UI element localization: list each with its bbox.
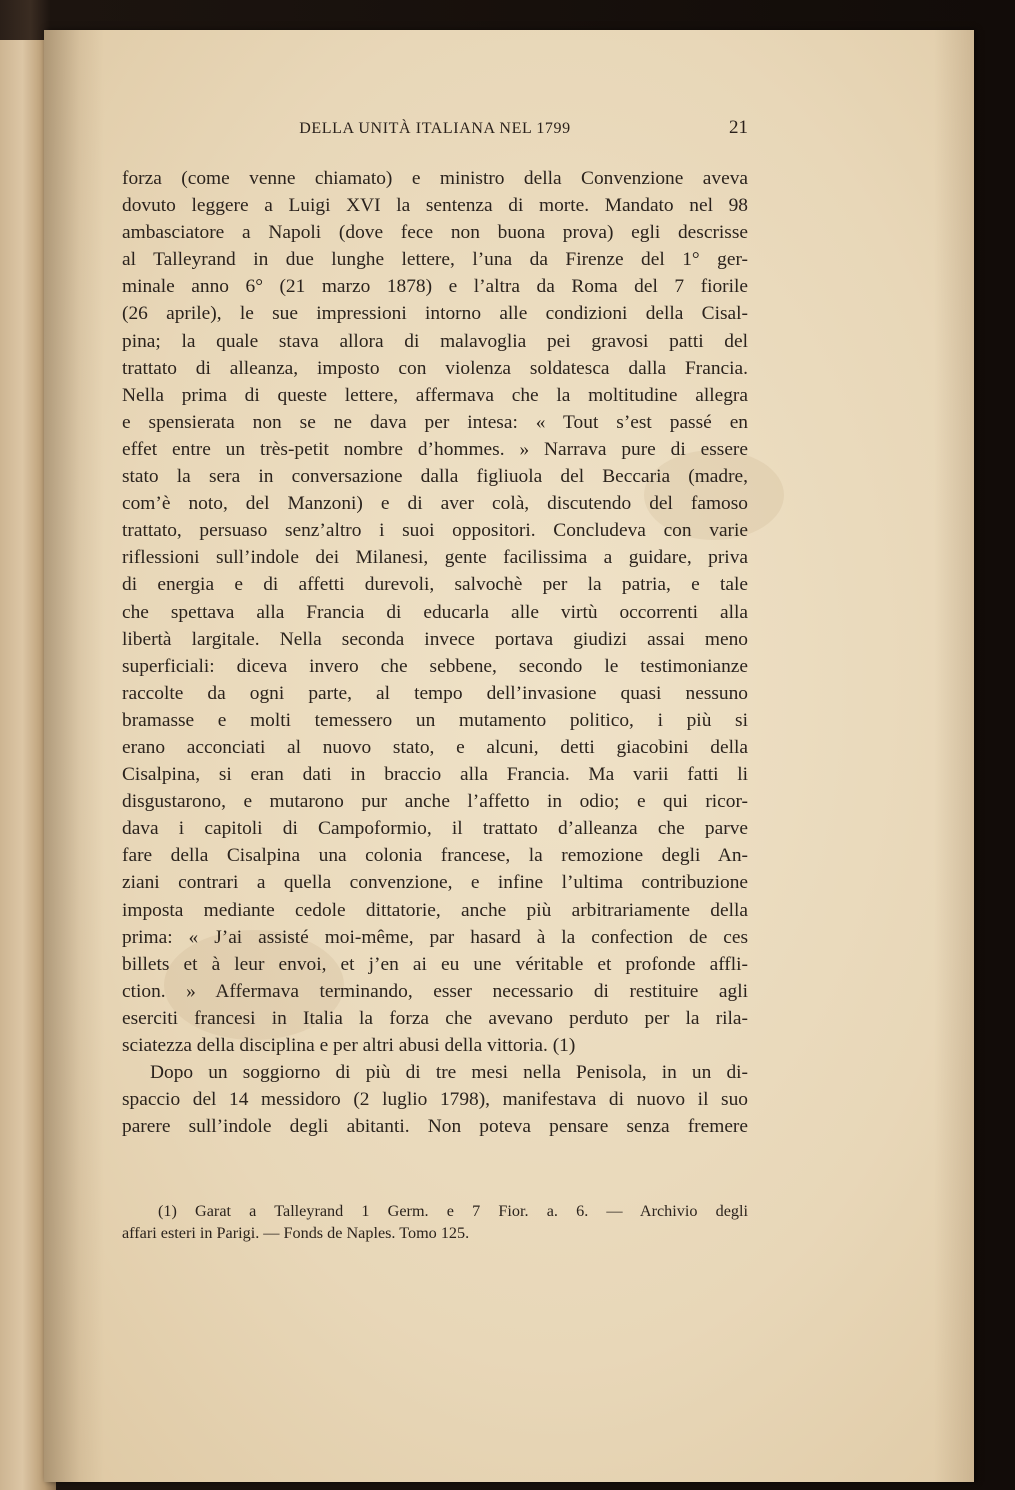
footnote (122, 1200, 748, 1244)
footnote-line: (1) Garat a Talleyrand 1 Germ. e 7 Fior. a. 6. — Archivio degli (158, 1202, 748, 1220)
text-line: bramasse e molti temessero un mutamento politico, i più si (122, 709, 748, 731)
text-line: Cisalpina, si eran dati in braccio alla Francia. Ma varii fatti li (122, 764, 748, 786)
text-line: erano acconciati al nuovo stato, e alcuni, detti giacobini della (122, 736, 748, 758)
text-line: raccolte da ogni parte, al tempo dell’invasione quasi nessuno (122, 682, 748, 704)
text-line: fare della Cisalpina una colonia francese, la remozione degli An- (122, 845, 748, 867)
text-line: effet entre un très-petit nombre d’hommes. » Narrava pure di essere (122, 438, 748, 460)
text-line: dava i capitoli di Campoformio, il trattato d’alleanza che parve (122, 818, 748, 840)
text-line: ction. » Affermava terminando, esser necessario di restituire agli (122, 980, 748, 1002)
text-line: Dopo un soggiorno di più di tre mesi nella Penisola, in un di- (150, 1062, 748, 1084)
text-line: riflessioni sull’indole dei Milanesi, gente facilissima a guidare, priva (122, 547, 748, 569)
running-head (122, 117, 748, 150)
text-line: trattato di alleanza, imposto con violenza soldatesca dalla Francia. (122, 357, 748, 379)
text-line: spaccio del 14 messidoro (2 luglio 1798), manifestava di nuovo il suo (122, 1089, 748, 1111)
text-line: che spettava alla Francia di educarla alle virtù occorrenti alla (122, 601, 748, 623)
text-line: minale anno 6° (21 marzo 1878) e l’altra da Roma del 7 fiorile (122, 276, 748, 298)
footnote-line: affari esteri in Parigi. — Fonds de Naples. Tomo 125. (122, 1224, 470, 1242)
page-edge-shadow (934, 30, 974, 1482)
text-line: sciatezza della disciplina e per altri abusi della vittoria. (1) (122, 1035, 576, 1056)
text-line: forza (come venne chiamato) e ministro della Convenzione aveva (122, 168, 748, 189)
text-line: disgustarono, e mutarono pur anche l’affetto in odio; e qui ricor- (122, 791, 748, 813)
text-line: eserciti francesi in Italia la forza che avevano perduto per la rila- (122, 1007, 748, 1029)
text-line: billets et à leur envoi, et j’en ai eu une véritable et profonde affli- (122, 953, 748, 975)
text-line: (26 aprile), le sue impressioni intorno alle condizioni della Cisal- (122, 303, 748, 325)
text-line: stato la sera in conversazione dalla figliuola del Beccaria (madre, (122, 466, 748, 488)
text-line: com’è noto, del Manzoni) e di aver colà, discutendo del famoso (122, 493, 748, 515)
text-line: dovuto leggere a Luigi XVI la sentenza di morte. Mandato nel 98 (122, 195, 748, 217)
text-line: ambasciatore a Napoli (dove fece non buona prova) egli descrisse (122, 222, 748, 244)
text-line: di energia e di affetti durevoli, salvochè per la patria, e tale (122, 574, 748, 596)
text-line: prima: « J’ai assisté moi-même, par hasard à la confection de ces (122, 926, 748, 948)
body-text (122, 165, 748, 1140)
text-line: e spensierata non se ne dava per intesa: « Tout s’est passé en (122, 411, 748, 433)
text-line: Nella prima di queste lettere, affermava che la moltitudine allegra (122, 384, 748, 406)
running-title: DELLA UNITÀ ITALIANA NEL 1799 (299, 120, 571, 137)
text-line: libertà largitale. Nella seconda invece portava giudizi assai meno (122, 628, 748, 650)
text-line: ziani contrari a quella convenzione, e infine l’ultima contribuzione (122, 872, 748, 894)
page-gutter-shadow (44, 30, 104, 1482)
page-number: 21 (729, 117, 748, 138)
text-line: imposta mediante cedole dittatorie, anche più arbitrariamente della (122, 899, 748, 921)
text-line: al Talleyrand in due lunghe lettere, l’una da Firenze del 1° ger- (122, 249, 748, 271)
text-line: superficiali: diceva invero che sebbene, secondo le testimonianze (122, 655, 748, 677)
text-line: parere sull’indole degli abitanti. Non poteva pensare senza fremere (122, 1116, 748, 1138)
text-line: pina; la quale stava allora di malavoglia pei gravosi patti del (122, 330, 748, 352)
text-line: trattato, persuaso senz’altro i suoi oppositori. Concludeva con varie (122, 520, 748, 542)
